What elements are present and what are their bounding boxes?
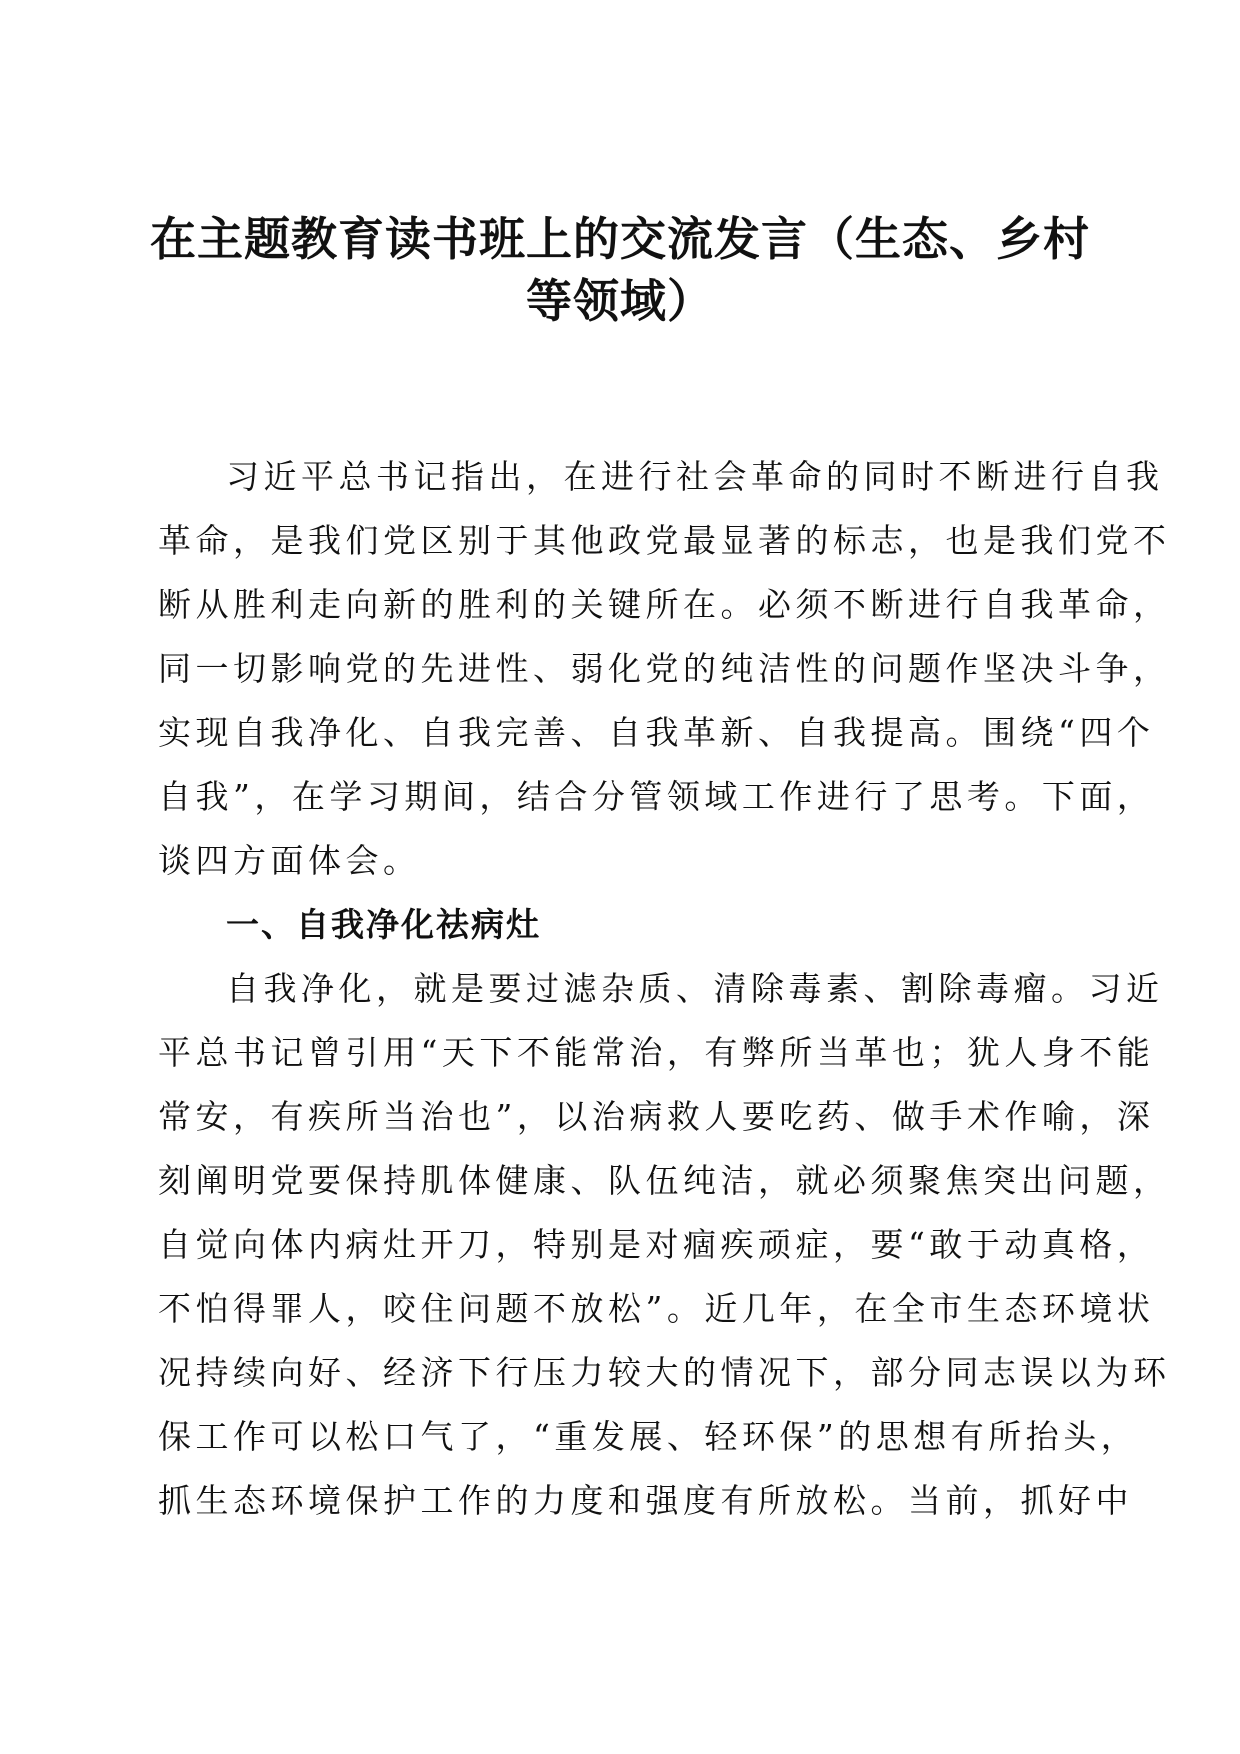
paragraph-1-line: 谈四方面体会。: [158, 841, 421, 880]
paragraph-2-line: 况持续向好、经济下行压力较大的情况下，部分同志误以为环: [158, 1353, 1171, 1392]
paragraph-1-line: 实现自我净化、自我完善、自我革新、自我提高。围绕“四个: [158, 713, 1155, 752]
paragraph-2-line: 保工作可以松口气了，“重发展、轻环保”的思想有所抬头，: [158, 1417, 1139, 1456]
paragraph-2-line: 不怕得罪人，咬住问题不放松”。近几年，在全市生态环境状: [158, 1289, 1155, 1328]
document-title-line-1: 在主题教育读书班上的交流发言（生态、乡村: [150, 212, 1090, 266]
paragraph-1-line: 习近平总书记指出，在进行社会革命的同时不断进行自我: [226, 457, 1164, 496]
document-body: [158, 445, 1171, 1533]
paragraph-1-line: 断从胜利走向新的胜利的关键所在。必须不断进行自我革命，: [158, 585, 1171, 624]
paragraph-1-line: 同一切影响党的先进性、弱化党的纯洁性的问题作坚决斗争，: [158, 649, 1171, 688]
paragraph-1-line: 革命，是我们党区别于其他政党最显著的标志，也是我们党不: [158, 521, 1171, 560]
paragraph-2-line: 平总书记曾引用“天下不能常治，有弊所当革也；犹人身不能: [158, 1033, 1155, 1072]
paragraph-1-line: 自我”，在学习期间，结合分管领域工作进行了思考。下面，: [158, 777, 1155, 816]
paragraph-2-line: 常安，有疾所当治也”，以治病救人要吃药、做手术作喻，深: [158, 1097, 1155, 1136]
paragraph-2-line: 自觉向体内病灶开刀，特别是对痼疾顽症，要“敢于动真格，: [158, 1225, 1155, 1264]
section-1-heading: 一、自我净化祛病灶: [226, 905, 541, 944]
paragraph-2-line: 自我净化，就是要过滤杂质、清除毒素、割除毒瘤。习近: [226, 969, 1164, 1008]
paragraph-2-line: 抓生态环境保护工作的力度和强度有所放松。当前，抓好中: [158, 1481, 1133, 1520]
document-title-line-2: 等领域）: [526, 274, 714, 328]
paragraph-2-line: 刻阐明党要保持肌体健康、队伍纯洁，就必须聚焦突出问题，: [158, 1161, 1171, 1200]
